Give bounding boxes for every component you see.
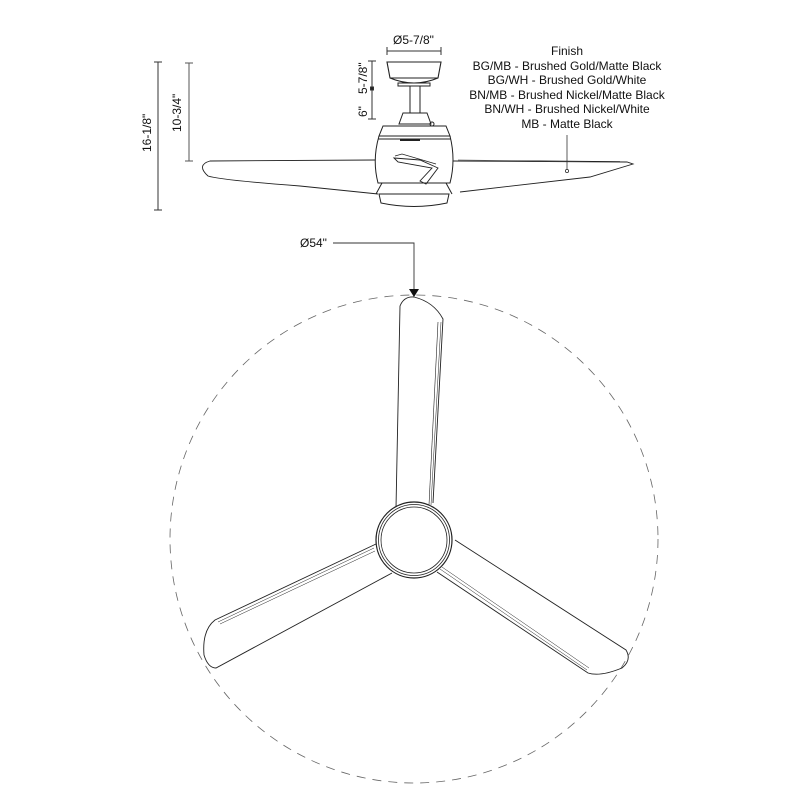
downrod	[399, 86, 431, 124]
motor-housing	[375, 122, 453, 207]
motor-hub	[376, 502, 452, 578]
finish-legend	[462, 44, 672, 132]
blade-to-ceiling-label: 10-3/4"	[170, 93, 184, 132]
finish-option: BG/MB - Brushed Gold/Matte Black	[472, 58, 662, 73]
blade-span-leader	[333, 243, 419, 297]
top-plan-view	[170, 243, 658, 783]
canopy	[387, 62, 441, 86]
finish-option: BG/WH - Brushed Gold/White	[487, 73, 647, 88]
canopy-diameter-dimension-line	[387, 47, 441, 55]
blade-bottom-right	[437, 540, 628, 674]
blade-left-side	[202, 160, 378, 194]
finish-title: Finish	[550, 44, 583, 58]
overall-height-dimension-line	[154, 62, 162, 210]
finish-option: BN/MB - Brushed Nickel/Matte Black	[469, 87, 665, 102]
blade-height-dimension-line	[185, 63, 193, 161]
canopy-diameter-label: Ø5-7/8"	[393, 33, 434, 47]
blade-top	[396, 297, 443, 508]
blade-bottom-left	[204, 544, 392, 668]
finish-option: MB - Matte Black	[521, 116, 613, 131]
finish-option: BN/WH - Brushed Nickel/White	[484, 102, 650, 117]
blade-right-side	[453, 161, 633, 192]
overall-height-label: 16-1/8"	[140, 113, 154, 152]
downrod-length-label: 6"	[356, 106, 370, 117]
blade-span-label: Ø54"	[300, 236, 327, 250]
canopy-height-label: 5-7/8"	[356, 62, 370, 94]
